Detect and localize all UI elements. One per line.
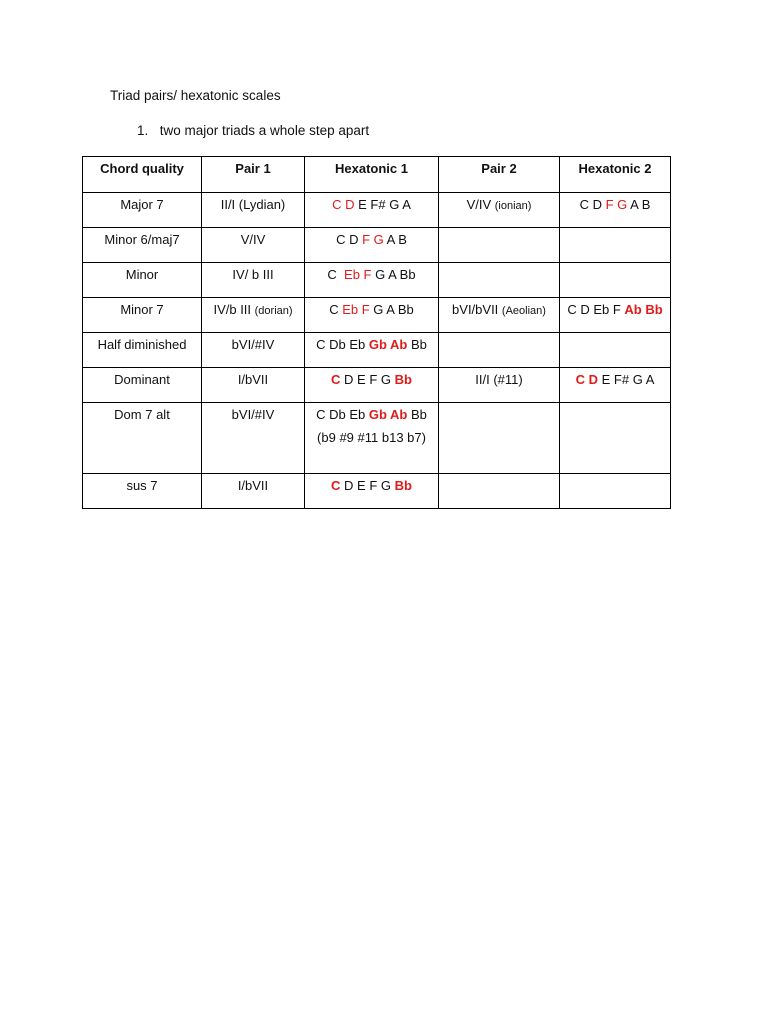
hex-note: C Db Eb — [316, 337, 369, 352]
hex-note-red: Ab Bb — [624, 302, 663, 317]
hex-note-red: Gb Ab — [368, 337, 408, 352]
cell-chord-quality: Minor — [83, 263, 202, 298]
cell-hexatonic-2 — [560, 368, 671, 403]
cell-pair-1 — [202, 333, 305, 368]
hex-note: Bb — [407, 407, 427, 422]
pair-1-text: bVI/#IV — [231, 407, 275, 422]
cell-pair-2 — [439, 193, 560, 228]
pair-1-text: V/IV — [240, 232, 266, 247]
triad-pairs-table — [82, 156, 671, 509]
table-row — [83, 193, 671, 228]
cell-chord-quality: Minor 6/maj7 — [83, 228, 202, 263]
cell-pair-2 — [439, 474, 560, 509]
pair-2-text: V/IV — [466, 197, 495, 212]
table-row — [83, 263, 671, 298]
table-row — [83, 228, 671, 263]
hex-note-red: F G — [362, 232, 384, 247]
pair-1-text: I/bVII — [237, 478, 269, 493]
cell-hexatonic-2 — [560, 474, 671, 509]
hex-note: C D — [579, 197, 606, 212]
hex-note-red: F G — [605, 197, 628, 212]
hex-note: D E F G — [340, 372, 395, 387]
table-row — [83, 333, 671, 368]
cell-pair-1 — [202, 263, 305, 298]
cell-chord-quality: Half diminished — [83, 333, 202, 368]
hex-note: C D Eb F — [567, 302, 625, 317]
table-body — [83, 193, 671, 509]
cell-pair-2 — [439, 228, 560, 263]
pair-2-mode: (ionian) — [494, 200, 532, 212]
cell-hexatonic-1 — [305, 263, 439, 298]
pair-2-text: II/I (#11) — [475, 372, 523, 387]
cell-pair-1 — [202, 228, 305, 263]
cell-hexatonic-1 — [305, 368, 439, 403]
header-pair-1: Pair 1 — [202, 157, 305, 193]
hex-note: E F# G A — [598, 372, 655, 387]
header-chord-quality: Chord quality — [83, 157, 202, 193]
document-title: Triad pairs/ hexatonic scales — [110, 88, 281, 103]
cell-hexatonic-2 — [560, 263, 671, 298]
table-row — [83, 403, 671, 474]
list-item-1 — [137, 122, 369, 140]
hex-note: E F# G A — [354, 197, 411, 212]
cell-pair-1 — [202, 368, 305, 403]
cell-hexatonic-1 — [305, 403, 439, 474]
hex-note-red: Eb F — [344, 267, 372, 282]
header-hexatonic-1: Hexatonic 1 — [305, 157, 439, 193]
cell-hexatonic-2 — [560, 403, 671, 474]
pair-2-mode: (Aeolian) — [501, 305, 546, 317]
header-hexatonic-2: Hexatonic 2 — [560, 157, 671, 193]
hex-note: G A Bb — [371, 267, 416, 282]
hex-note: C — [329, 302, 343, 317]
pair-1-text: IV/b III — [213, 302, 255, 317]
pair-1-mode: (dorian) — [254, 305, 293, 317]
hex-note-red: C — [331, 372, 341, 387]
cell-chord-quality: sus 7 — [83, 474, 202, 509]
hex-note-red: C — [331, 478, 341, 493]
hex-note: C D — [336, 232, 363, 247]
cell-hexatonic-1 — [305, 333, 439, 368]
cell-hexatonic-1 — [305, 228, 439, 263]
cell-chord-quality: Minor 7 — [83, 298, 202, 333]
hex-note-red: Bb — [394, 478, 412, 493]
cell-pair-1 — [202, 474, 305, 509]
alt-tensions: (b9 #9 #11 b13 b7) — [317, 430, 426, 445]
pair-1-text: II/I (Lydian) — [220, 197, 286, 212]
hex-note: A B — [383, 232, 407, 247]
list-item-text: two major triads a whole step apart — [159, 123, 370, 138]
header-pair-2: Pair 2 — [439, 157, 560, 193]
hex-note-red: Bb — [394, 372, 412, 387]
cell-hexatonic-1 — [305, 193, 439, 228]
list-number: 1. — [137, 123, 149, 138]
pair-2-text: bVI/bVII — [452, 302, 502, 317]
hex-note: A B — [627, 197, 651, 212]
cell-pair-2 — [439, 333, 560, 368]
hex-note-red: Gb Ab — [368, 407, 408, 422]
hex-note-red: Eb F — [342, 302, 370, 317]
cell-hexatonic-2 — [560, 193, 671, 228]
cell-pair-2 — [439, 368, 560, 403]
cell-hexatonic-2 — [560, 298, 671, 333]
cell-pair-2 — [439, 298, 560, 333]
cell-hexatonic-1 — [305, 474, 439, 509]
table-row — [83, 298, 671, 333]
hex-note: G A Bb — [369, 302, 414, 317]
cell-hexatonic-1 — [305, 298, 439, 333]
hex-note: D E F G — [340, 478, 395, 493]
hex-note: C — [327, 267, 345, 282]
cell-pair-1 — [202, 298, 305, 333]
cell-chord-quality: Dom 7 alt — [83, 403, 202, 474]
table-row — [83, 368, 671, 403]
cell-pair-1 — [202, 193, 305, 228]
cell-hexatonic-2 — [560, 333, 671, 368]
cell-chord-quality: Dominant — [83, 368, 202, 403]
hex-note: C Db Eb — [316, 407, 369, 422]
pair-1-text: IV/ b III — [232, 267, 274, 282]
pair-1-text: bVI/#IV — [231, 337, 275, 352]
hex-note-red: C D — [332, 197, 355, 212]
pair-1-text: I/bVII — [237, 372, 269, 387]
hex-note: Bb — [407, 337, 427, 352]
cell-chord-quality: Major 7 — [83, 193, 202, 228]
cell-pair-2 — [439, 403, 560, 474]
cell-hexatonic-2 — [560, 228, 671, 263]
cell-pair-1 — [202, 403, 305, 474]
table-header-row — [83, 157, 671, 193]
table-row — [83, 474, 671, 509]
cell-pair-2 — [439, 263, 560, 298]
hex-note-red: C D — [575, 372, 599, 387]
